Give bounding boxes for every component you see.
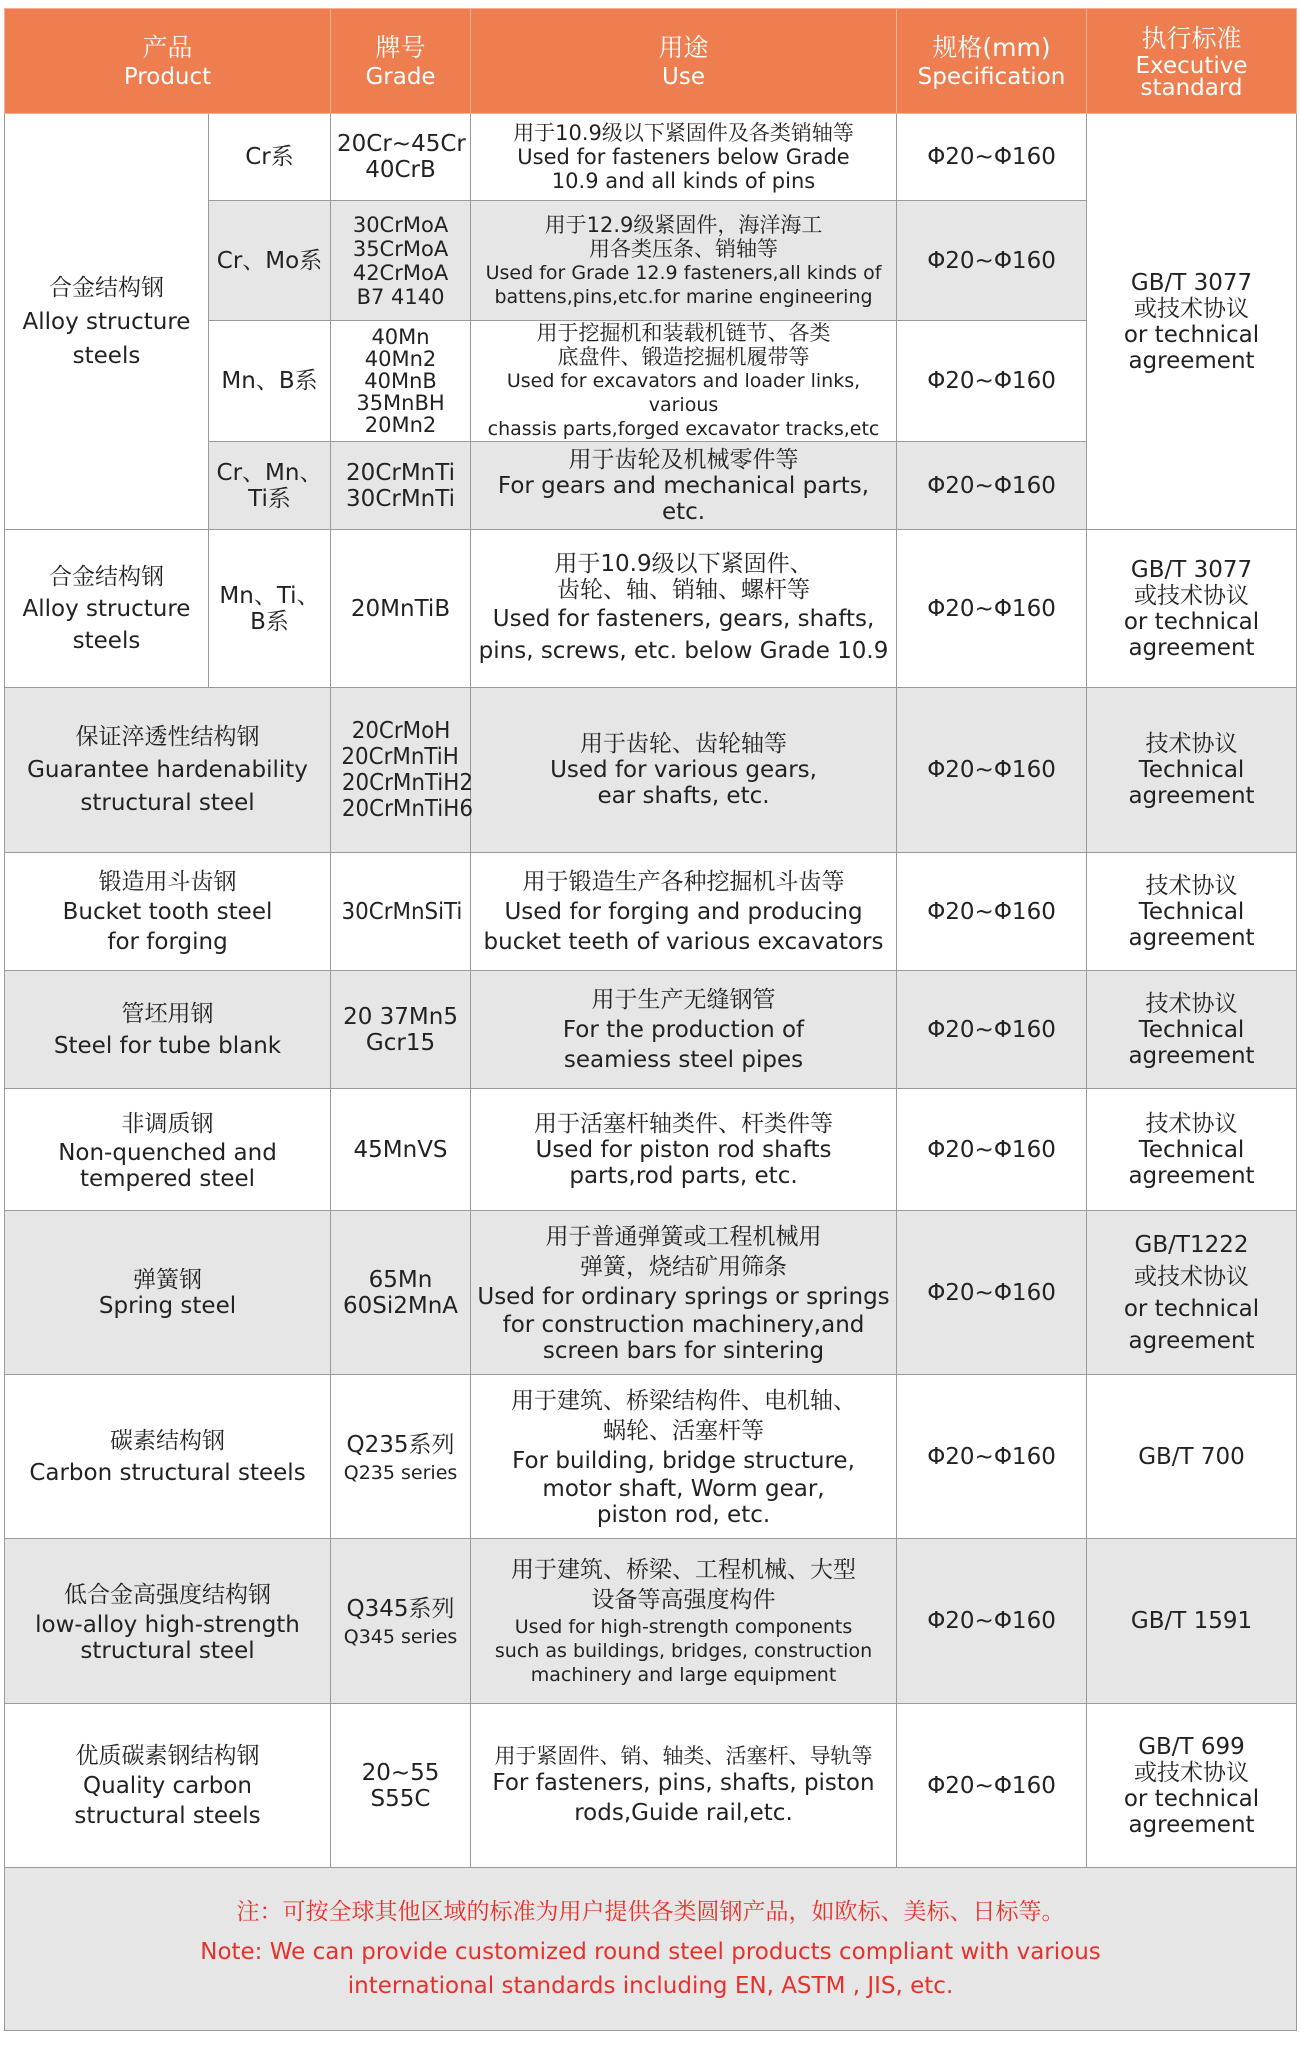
row-carbon-structural	[5, 1375, 1297, 1539]
product-cell	[5, 971, 331, 1089]
standard-line: 技术协议	[1145, 872, 1238, 899]
standard-line: agreement	[1128, 783, 1255, 809]
grade-line: 20CrMnTi	[346, 459, 455, 486]
product-line: 非调质钢	[121, 1110, 214, 1137]
alloy-sub-cr: Cr系	[209, 114, 331, 201]
product-line: 管坯用钢	[121, 1000, 214, 1027]
grade-line: Gcr15	[365, 1029, 436, 1056]
use-cell	[471, 853, 897, 971]
product-line: 低合金高强度结构钢	[64, 1582, 271, 1608]
use-line: 用于锻造生产各种挖掘机斗齿等	[522, 868, 845, 895]
note-cell	[5, 1868, 1297, 2031]
use-line: 底盘件、锻造挖掘机履带等	[557, 345, 810, 369]
note-en1: Note: We can provide customized round steel products compliant with various	[200, 1939, 1101, 1965]
alloy2-sub	[209, 530, 331, 688]
alloy2-product-en2: steels	[72, 627, 141, 654]
product-line: 优质碳素钢结构钢	[75, 1742, 260, 1769]
use-line: Used for Grade 12.9 fasteners,all kinds of	[485, 261, 882, 284]
standard-line: 技术协议	[1145, 990, 1238, 1017]
note-row	[5, 1868, 1297, 2031]
use-line: such as buildings, bridges, construction	[494, 1640, 873, 1662]
use-cell	[471, 1375, 897, 1539]
standard-line: Technical	[1138, 1016, 1245, 1043]
alloy-row-cr	[5, 114, 1297, 201]
use-line: 10.9 and all kinds of pins	[551, 169, 816, 193]
alloy-sub-mnb: Mn、B系	[209, 321, 331, 442]
header-spec-en: Specification	[917, 64, 1066, 90]
grade-line: Q345 series	[343, 1626, 458, 1648]
use-line: For the production of	[562, 1016, 805, 1043]
grade-line: 20 37Mn5	[343, 1003, 458, 1030]
use-line: 用于12.9级紧固件，海洋海工	[544, 212, 823, 237]
use-line: Used for ordinary springs or springs	[477, 1283, 890, 1310]
alloy-grade-crmnti	[331, 442, 471, 530]
spec-table	[4, 8, 1297, 2031]
spec-cell: Φ20~Φ160	[897, 1211, 1087, 1375]
use-line: Used for forging and producing	[504, 898, 863, 925]
standard-line: agreement	[1128, 347, 1255, 374]
grade-cell	[331, 853, 471, 971]
product-line: Steel for tube blank	[53, 1032, 282, 1059]
row-quality-carbon	[5, 1704, 1297, 1868]
standard-cell	[1087, 1539, 1297, 1704]
use-line: Used for excavators and loader links, various	[506, 370, 861, 416]
alloy2-product-en1: Alloy structure	[22, 595, 191, 622]
product-line: 弹簧钢	[133, 1266, 202, 1293]
grade-line: 60Si2MnA	[342, 1292, 459, 1319]
alloy2-spec: Φ20~Φ160	[897, 530, 1087, 688]
grade-line: 20~55	[361, 1759, 440, 1786]
alloy2-product	[5, 530, 209, 688]
use-line: chassis parts,forged excavator tracks,etc	[487, 418, 880, 440]
spec-cell: Φ20~Φ160	[897, 853, 1087, 971]
use-line: 用于挖掘机和装载机链节、各类	[536, 321, 831, 345]
use-line: for construction machinery,and	[502, 1311, 865, 1338]
grade-line: 35MnBH	[356, 391, 445, 415]
spec-cell: Φ20~Φ160	[897, 1539, 1087, 1704]
alloy2-row	[5, 530, 1297, 688]
grade-line: 20CrMnTiH6	[341, 796, 473, 822]
standard-cell	[1087, 971, 1297, 1089]
header-product-cn: 产品	[142, 33, 193, 62]
alloy-grade-cr	[331, 114, 471, 201]
grade-line: 20CrMoH	[351, 718, 450, 744]
alloy-spec-crmnti: Φ20~Φ160	[897, 442, 1087, 530]
alloy-standard	[1087, 114, 1297, 530]
grade-cell	[331, 1375, 471, 1539]
standard-cell	[1087, 1211, 1297, 1375]
standard-line: GB/T1222	[1134, 1231, 1249, 1258]
standard-line: GB/T 700	[1138, 1443, 1245, 1470]
alloy-grade-mnb	[331, 321, 471, 442]
standard-line: 技术协议	[1145, 731, 1238, 757]
grade-line: 20Mn2	[364, 413, 437, 437]
use-line: screen bars for sintering	[542, 1337, 825, 1364]
row-spring-steel	[5, 1211, 1297, 1375]
standard-line: agreement	[1128, 634, 1255, 661]
grade-cell	[331, 688, 471, 853]
alloy-sub-crmnti	[209, 442, 331, 530]
use-line: For building, bridge structure,	[512, 1447, 855, 1474]
product-line: Spring steel	[98, 1292, 237, 1319]
standard-cell	[1087, 853, 1297, 971]
product-line: Bucket tooth steel	[62, 898, 273, 925]
use-cell	[471, 688, 897, 853]
grade-line: 40Mn2	[364, 347, 437, 371]
product-line: Guarantee hardenability	[27, 756, 308, 783]
use-line: Used for fasteners below Grade	[517, 145, 850, 169]
grade-line: 40Mn	[371, 325, 430, 349]
use-line: Used for high-strength components	[514, 1616, 853, 1638]
product-line: structural steel	[80, 1638, 255, 1664]
sub-line: B系	[250, 608, 289, 635]
product-line: 保证淬透性结构钢	[75, 723, 260, 750]
header-standard-cn: 执行标准	[1141, 24, 1242, 53]
product-cell	[5, 1375, 331, 1539]
standard-cell	[1087, 688, 1297, 853]
product-line: Carbon structural steels	[29, 1459, 306, 1486]
product-cell	[5, 853, 331, 971]
alloy-spec-cr: Φ20~Φ160	[897, 114, 1087, 201]
standard-line: 或技术协议	[1134, 295, 1250, 322]
grade-line: Q345系列	[346, 1596, 455, 1622]
use-line: For gears and mechanical parts, etc.	[497, 472, 870, 525]
row-tube-blank	[5, 971, 1297, 1089]
use-line: 用于10.9级以下紧固件及各类销轴等	[513, 121, 854, 145]
spec-cell: Φ20~Φ160	[897, 688, 1087, 853]
alloy-product-en1: Alloy structure	[22, 308, 191, 335]
standard-line: agreement	[1128, 1162, 1255, 1189]
use-line: 用于建筑、桥梁、工程机械、大型	[511, 1557, 857, 1583]
use-cell	[471, 1089, 897, 1211]
product-line: Non-quenched and	[58, 1139, 277, 1166]
alloy2-product-cn: 合金结构钢	[49, 563, 164, 590]
standard-cell	[1087, 1089, 1297, 1211]
standard-line: or technical	[1123, 608, 1260, 635]
grade-cell	[331, 1539, 471, 1704]
standard-line: agreement	[1128, 924, 1255, 951]
header-standard	[1087, 9, 1297, 114]
use-line: pins, screws, etc. below Grade 10.9	[478, 637, 889, 664]
use-line: Used for various gears,	[550, 757, 817, 783]
product-line: 锻造用斗齿钢	[98, 868, 237, 895]
grade-line: 30CrMnTi	[346, 485, 455, 512]
grade-line: 20CrMnTiH	[341, 744, 460, 770]
header-product	[5, 9, 331, 114]
use-line: 用于齿轮及机械零件等	[568, 446, 799, 473]
product-cell	[5, 1539, 331, 1704]
standard-line: GB/T 699	[1138, 1733, 1245, 1760]
standard-line: agreement	[1128, 1811, 1255, 1838]
standard-line: 或技术协议	[1134, 1759, 1250, 1786]
use-cell	[471, 971, 897, 1089]
alloy-spec-mnb: Φ20~Φ160	[897, 321, 1087, 442]
standard-line: or technical	[1123, 321, 1260, 348]
use-cell	[471, 1211, 897, 1375]
row-non-quenched	[5, 1089, 1297, 1211]
use-line: piston rod, etc.	[596, 1501, 771, 1528]
product-line: low-alloy high-strength	[35, 1612, 300, 1638]
header-row	[5, 9, 1297, 114]
product-line: for forging	[107, 928, 228, 955]
spec-cell: Φ20~Φ160	[897, 1089, 1087, 1211]
header-use-en: Use	[662, 64, 705, 90]
spec-cell: Φ20~Φ160	[897, 971, 1087, 1089]
use-cell	[471, 1704, 897, 1868]
product-line: tempered steel	[79, 1165, 256, 1192]
grade-line: 30CrMnSiTi	[341, 898, 463, 925]
grade-line: 40MnB	[364, 369, 437, 393]
alloy2-standard	[1087, 530, 1297, 688]
alloy-product	[5, 114, 209, 530]
grade-line: 35CrMoA	[352, 236, 449, 261]
standard-line: GB/T 3077	[1130, 556, 1253, 583]
use-line: 用于活塞杆轴类件、杆类件等	[534, 1110, 834, 1137]
use-line: 用于生产无缝钢管	[591, 986, 776, 1013]
standard-cell	[1087, 1375, 1297, 1539]
standard-line: Technical	[1138, 1136, 1245, 1163]
product-line: 碳素结构钢	[110, 1427, 225, 1454]
alloy2-grade: 20MnTiB	[331, 530, 471, 688]
standard-line: 或技术协议	[1134, 1263, 1250, 1290]
standard-line: or technical	[1123, 1785, 1260, 1812]
product-line: structural steels	[74, 1802, 261, 1829]
use-line: 用于齿轮、齿轮轴等	[580, 731, 788, 757]
grade-cell	[331, 971, 471, 1089]
alloy2-use	[471, 530, 897, 688]
grade-line: 45MnVS	[353, 1136, 448, 1163]
alloy-product-en2: steels	[72, 342, 141, 369]
note-cn: 注：可按全球其他区域的标准为用户提供各类圆钢产品，如欧标、美标、日标等。	[236, 1899, 1065, 1925]
grade-line: Q235 series	[343, 1461, 458, 1484]
use-line: 用各类压条、销轴等	[589, 236, 779, 261]
header-product-en: Product	[123, 64, 212, 90]
use-line: 设备等高强度构件	[591, 1587, 776, 1613]
alloy-grade-crmo	[331, 201, 471, 321]
grade-line: 40CrB	[365, 157, 436, 183]
header-grade	[331, 9, 471, 114]
product-line: Quality carbon	[83, 1772, 252, 1799]
use-line: Used for piston rod shafts	[535, 1136, 832, 1163]
grade-line: 20Cr~45Cr	[337, 131, 466, 157]
use-line: 弹簧，烧结矿用筛条	[580, 1253, 788, 1280]
use-line: For fasteners, pins, shafts, piston	[492, 1769, 875, 1796]
sub-line: Ti系	[248, 485, 291, 512]
use-line: seamiess steel pipes	[563, 1046, 804, 1073]
standard-line: agreement	[1128, 1042, 1255, 1069]
steel-spec-sheet	[4, 8, 1296, 2031]
spec-cell: Φ20~Φ160	[897, 1375, 1087, 1539]
row-bucket-tooth	[5, 853, 1297, 971]
header-grade-cn: 牌号	[375, 33, 426, 62]
alloy-use-crmnti	[471, 442, 897, 530]
standard-line: 或技术协议	[1134, 582, 1250, 609]
use-line: motor shaft, Worm gear,	[542, 1475, 825, 1502]
alloy-spec-crmo: Φ20~Φ160	[897, 201, 1087, 321]
grade-line: S55C	[370, 1785, 431, 1812]
spec-cell: Φ20~Φ160	[897, 1704, 1087, 1868]
header-use-cn: 用途	[658, 33, 709, 62]
alloy-use-cr	[471, 114, 897, 201]
product-cell	[5, 1089, 331, 1211]
grade-line: B7 4140	[356, 284, 445, 309]
use-line: 用于紧固件、销、轴类、活塞杆、导轨等	[494, 1743, 873, 1768]
standard-line: GB/T 1591	[1130, 1608, 1253, 1634]
grade-line: 20CrMnTiH2	[341, 770, 473, 796]
alloy-product-cn: 合金结构钢	[49, 274, 164, 301]
use-line: bucket teeth of various excavators	[483, 928, 884, 955]
product-cell	[5, 688, 331, 853]
use-line: 用于普通弹簧或工程机械用	[545, 1223, 822, 1250]
use-line: 蜗轮、活塞杆等	[603, 1417, 765, 1444]
standard-line: 技术协议	[1145, 1110, 1238, 1137]
use-line: battens,pins,etc.for marine engineering	[494, 285, 873, 308]
grade-cell	[331, 1704, 471, 1868]
standard-line: or technical	[1123, 1295, 1260, 1322]
header-standard-en: Executive standard	[1135, 53, 1248, 101]
row-hardenability	[5, 688, 1297, 853]
grade-cell	[331, 1089, 471, 1211]
note-en2: international standards including EN, ASTM , JIS, etc.	[347, 1973, 954, 1999]
alloy-use-crmo	[471, 201, 897, 321]
grade-cell	[331, 1211, 471, 1375]
use-line: machinery and large equipment	[530, 1664, 837, 1686]
grade-line: 65Mn	[368, 1266, 433, 1293]
use-line: 齿轮、轴、销轴、螺杆等	[557, 576, 811, 603]
use-line: 用于10.9级以下紧固件、	[554, 550, 813, 577]
standard-cell	[1087, 1704, 1297, 1868]
header-use	[471, 9, 897, 114]
grade-line: 30CrMoA	[352, 212, 449, 237]
use-line: Used for fasteners, gears, shafts,	[492, 605, 875, 632]
standard-line: GB/T 3077	[1130, 269, 1253, 296]
row-low-alloy	[5, 1539, 1297, 1704]
sub-line: Mn、Ti、	[219, 582, 320, 609]
header-spec	[897, 9, 1087, 114]
use-line: 用于建筑、桥梁结构件、电机轴、	[511, 1387, 857, 1414]
header-spec-cn: 规格(mm)	[932, 33, 1051, 62]
standard-line: Technical	[1138, 757, 1245, 783]
standard-line: Technical	[1138, 898, 1245, 925]
standard-line: agreement	[1128, 1327, 1255, 1354]
use-line: parts,rod parts, etc.	[569, 1162, 798, 1189]
alloy-use-mnb	[471, 321, 897, 442]
product-cell	[5, 1704, 331, 1868]
grade-line: Q235系列	[346, 1431, 455, 1458]
product-cell	[5, 1211, 331, 1375]
use-line: ear shafts, etc.	[597, 783, 770, 809]
header-grade-en: Grade	[365, 64, 436, 90]
grade-line: 42CrMoA	[352, 260, 449, 285]
sub-line: Cr、Mn、	[216, 459, 323, 486]
use-line: rods,Guide rail,etc.	[574, 1799, 793, 1826]
use-cell	[471, 1539, 897, 1704]
alloy-sub-crmo: Cr、Mo系	[209, 201, 331, 321]
product-line: structural steel	[80, 789, 255, 816]
